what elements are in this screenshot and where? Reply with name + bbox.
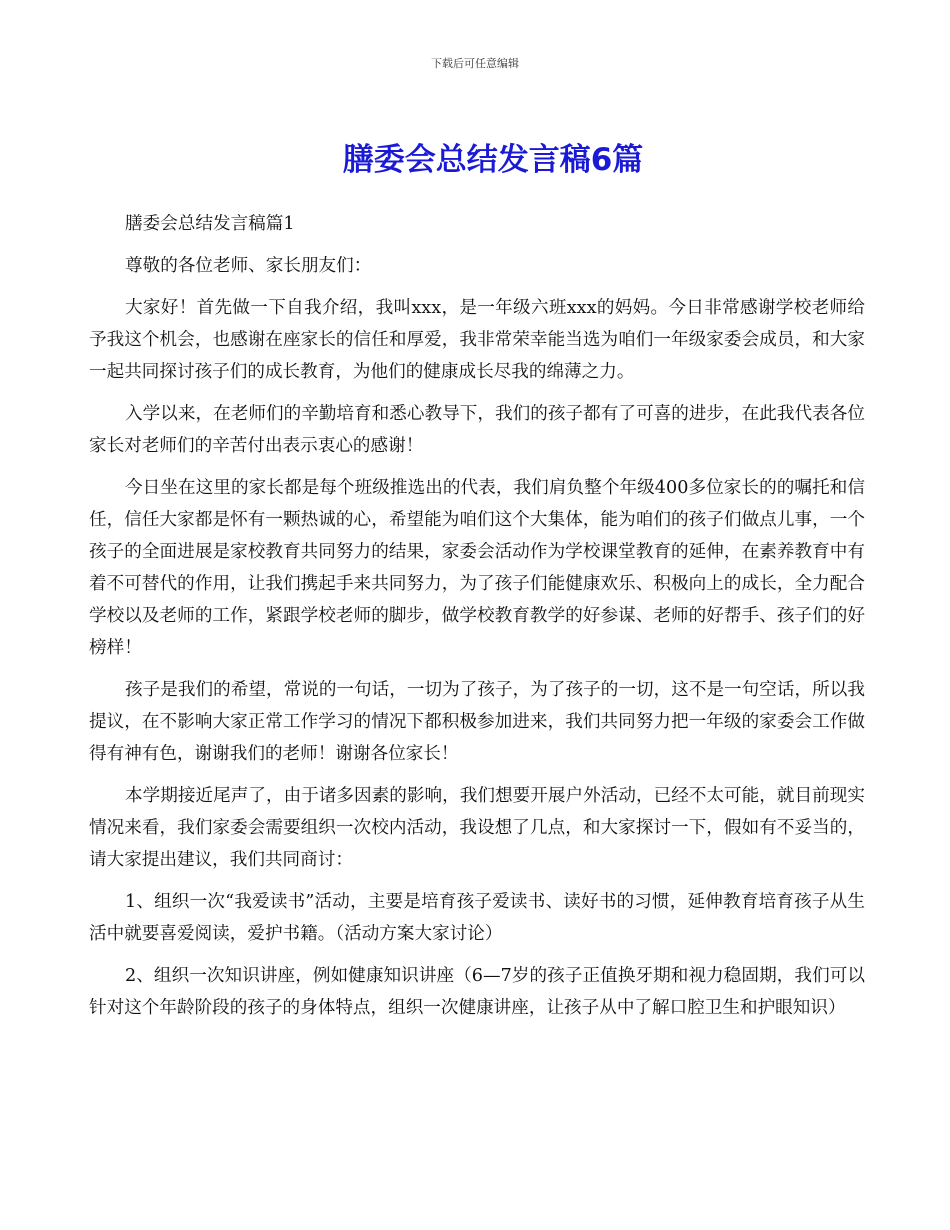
document-body (89, 208, 865, 1034)
list-item-lecture: 2、组织一次知识讲座，例如健康知识讲座（6—7岁的孩子正值换牙期和视力稳固期，我们可以针对这个年龄阶段的孩子的身体特点，组织一次健康讲座，让孩子从中了解口腔卫生和护眼知识） (89, 966, 865, 1018)
paragraph-hope: 孩子是我们的希望，常说的一句话，一切为了孩子，为了孩子的一切，这不是一句空话，所以我提议，在不影响大家正常工作学习的情况下都积极参加进来，我们共同努力把一年级的家委会工作做得有神有色，谢谢我们的老师！谢谢各位家长！ (89, 680, 865, 764)
salutation: 尊敬的各位老师、家长朋友们： (125, 256, 372, 276)
paragraph-proposal: 本学期接近尾声了，由于诸多因素的影响，我们想要开展户外活动，已经不太可能，就目前现实情况来看，我们家委会需要组织一次校内活动，我设想了几点，和大家探讨一下，假如有不妥当的，请大家提出建议，我们共同商讨： (89, 786, 865, 870)
document-title: 膳委会总结发言稿6篇 (342, 142, 644, 178)
section-heading: 膳委会总结发言稿篇1 (125, 214, 295, 234)
paragraph-thanks: 入学以来，在老师们的辛勤培育和悉心教导下，我们的孩子都有了可喜的进步，在此我代表各位家长对老师们的辛苦付出表示衷心的感谢！ (89, 404, 865, 456)
list-item-reading: 1、组织一次“我爱读书”活动，主要是培育孩子爱读书、读好书的习惯，延伸教育培育孩子从生活中就要喜爱阅读，爱护书籍。（活动方案大家讨论） (89, 892, 865, 944)
header-note: 下载后可任意编辑 (431, 57, 519, 70)
paragraph-representatives: 今日坐在这里的家长都是每个班级推选出的代表，我们肩负整个年级400多位家长的的嘱托和信任，信任大家都是怀有一颗热诚的心，希望能为咱们这个大集体，能为咱们的孩子们做点儿事，一个孩子的全面进展是家校教育共同努力的结果，家委会活动作为学校课堂教育的延伸，在素养教育中有着不可替代的作用，让我们携起手来共同努力，为了孩子们能健康欢乐、积极向上的成长，全力配合学校以及老师的工作，紧跟学校老师的脚步，做学校教育教学的好参谋、老师的好帮手、孩子们的好榜样！ (89, 478, 865, 658)
paragraph-intro: 大家好！首先做一下自我介绍，我叫xxx，是一年级六班xxx的妈妈。今日非常感谢学校老师给予我这个机会，也感谢在座家长的信任和厚爱，我非常荣幸能当选为咱们一年级家委会成员，和大家一起共同探讨孩子们的成长教育，为他们的健康成长尽我的绵薄之力。 (89, 298, 865, 382)
